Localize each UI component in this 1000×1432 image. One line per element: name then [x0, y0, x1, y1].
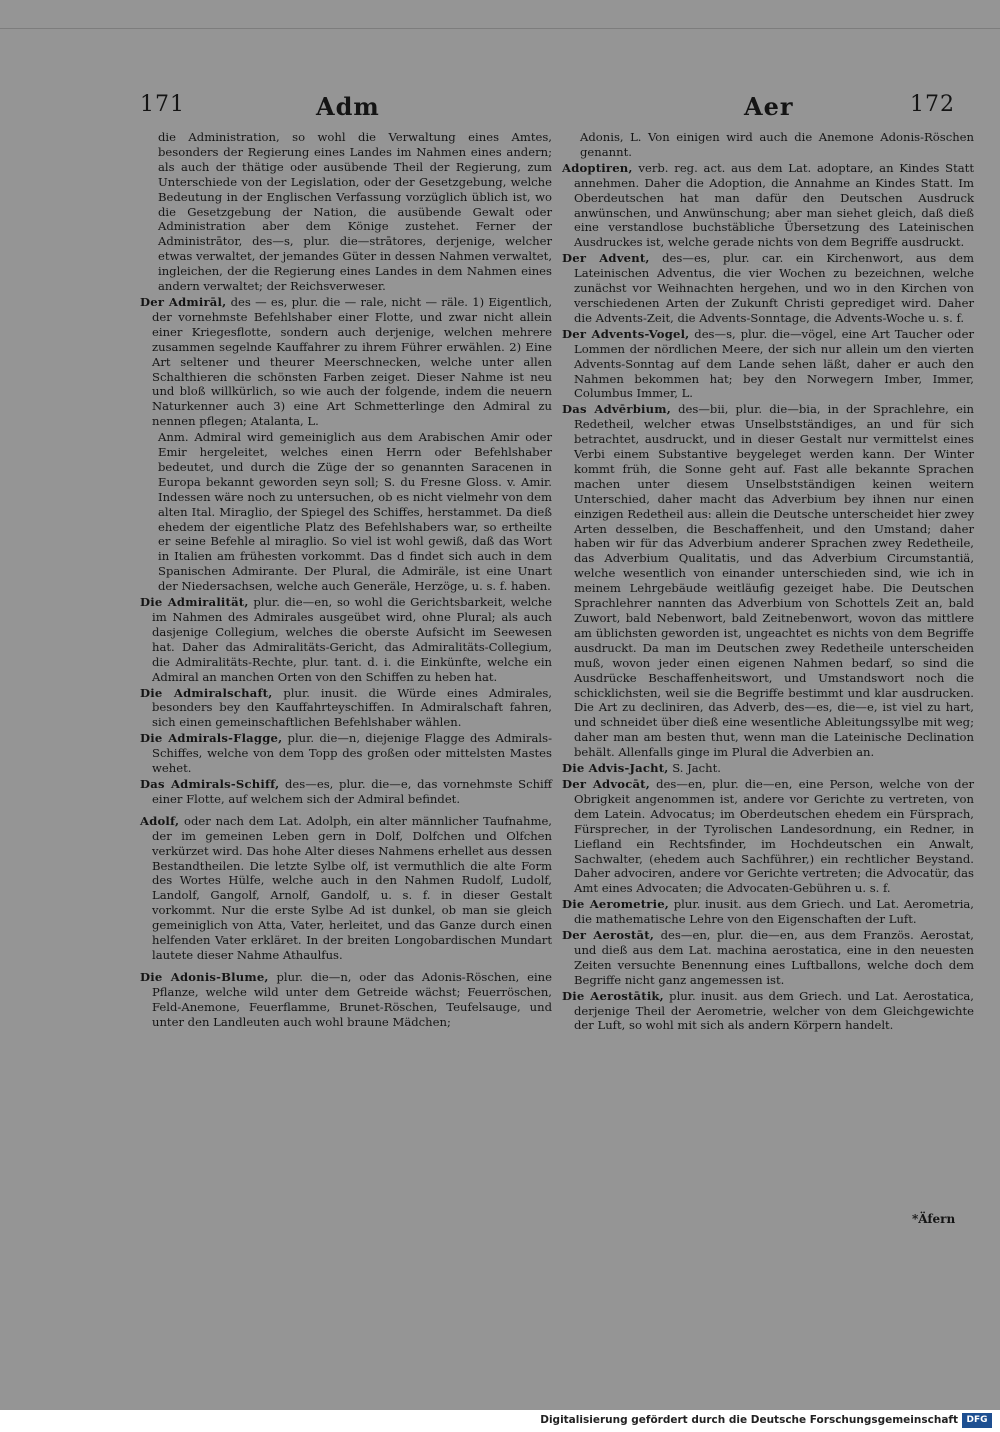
entry-headword: Die Adonis-Blume, — [140, 969, 269, 984]
dictionary-entry — [562, 130, 974, 160]
entry-headword: Der Advents-Vogel, — [562, 326, 690, 341]
dictionary-entry — [562, 897, 974, 927]
entry-text: des — es, plur. die — rale, nicht — räle. 1) Eigentlich, der vornehmste Befehlshaber einer Flotte, und zwar nicht allein einer Kriegesflotte, sondern auch derjenige, welchen mehrere zusammen segelnde Kauffahrer zu ihrem Führer erwählen. 2) Eine Art seltener und theurer Meerschnecken, welche unter allen Schalthieren die schönsten Farben zeiget. Dieser Nahme ist neu und bloß willkürlich, so wie auch der folgende, indem die neuern Naturkenner auch 3) eine Art Schmetterlinge den Admiral zu nennen pflegen; Atalanta, L. — [152, 294, 553, 429]
entry-text: plur. die—n, diejenige Flagge des Admirals-Schiffes, welche von dem Topp des großen oder mittelsten Mastes wehet. — [152, 731, 552, 776]
entry-headword: Das Advērbium, — [562, 402, 671, 417]
dictionary-note — [140, 430, 552, 594]
dfg-logo: DFG — [962, 1413, 992, 1428]
entry-headword: Der Admirāl, — [140, 294, 227, 309]
entry-text: plur. inusit. aus dem Griech. und Lat. Aerometria, die mathematische Lehre von den Eigenschaften der Luft. — [574, 897, 974, 927]
entry-text: S. Jacht. — [668, 761, 721, 776]
entry-text: plur. inusit. die Würde eines Admirales, besonders bey den Kauffahrteyschiffen. In Admiralschaft fahren, sich einen gemeinschaftlichen Befehlshaber wählen. — [152, 685, 552, 730]
dictionary-entry — [140, 295, 552, 429]
running-head-left: Adm — [316, 92, 380, 121]
dictionary-entry — [562, 989, 974, 1034]
dictionary-entry — [140, 686, 552, 731]
entry-headword: Adolf, — [140, 813, 180, 828]
dictionary-entry — [140, 595, 552, 684]
entry-text: des—bii, plur. die—bia, in der Sprachlehre, ein Redetheil, welcher etwas Unselbstständiges, an und für sich betrachtet, ausdruckt, und in dieser Gestalt nur vermittelst eines Verbi einem Substantive beygeleget werden kann. Der Winter kommt früh, die Sonne geht auf. Fast alle bekannte Sprachen machen unter diesem Unselbstständigen keinen weitern Unterschied, daher macht das Adverbium bey ihnen nur einen einzigen Redetheil aus: allein die Deutsche unterscheidet hier zwey Arten desselben, die Beschaffenheit, und den Umstand; daher haben wir für das Adverbium anderer Sprachen zwey Redetheile, das Adverbium Qualitatis, und das Adverbium Circumstantiä, welche wesentlich von einander unterschieden sind, wie ich in meinem Lehrgebäude weitläufig gezeiget habe. Die Deutschen Sprachlehrer nannten das Adverbium von Schottels Zeit an, bald Zuwort, bald Nebenwort, bald Zeitnebenwort, wovon das mittlere am üblichsten geworden ist, ungeachtet es nichts von dem Begriffe ausdruckt. Da man im Deutschen zwey Redetheile unterscheiden muß, wovon jeder einen eigenen Nahmen bedarf, so sind die Ausdrücke Beschaffenheitswort, und Umstandswort noch die schicklichsten, weil sie die Begriffe bestimmt und klar ausdrucken. Die Art zu decliniren, das Adverb, des—es, die—e, ist viel zu hart, und schneidet über dieß eine wesentliche Ableitungssylbe mit weg; daher man am besten thut, wenn man die Lateinische Declination behält. Allenfalls ginge im Plural die Adverbien an. — [574, 402, 975, 760]
entry-text: oder nach dem Lat. Adolph, ein alter männlicher Taufnahme, der im gemeinen Leben gern in Dolf, Dolfchen und Olfchen verkürzet wird. Das hohe Alter dieses Nahmens erhellet aus dessen Bestandtheilen. Die letzte Sylbe olf, ist vermuthlich die alte Form des Wortes Hülfe, welche auch in den Nahmen Rudolf, Ludolf, Landolf, Gangolf, Arnolf, Gandolf, u. s. f. in dieser Gestalt vorkommt. Nur die erste Sylbe Ad ist dunkel, ob man sie gleich gemeiniglich von Atta, Vater, herleitet, und das Ganze durch einen helfenden Vater erkläret. In der breiten Longobardischen Mundart lautete dieser Nahme Athaulfus. — [152, 813, 552, 962]
entry-text: plur. die—en, so wohl die Gerichtsbarkeit, welche im Nahmen des Admirales ausgeübet wird, ohne Plural; als auch dasjenige Collegium, welches die oberste Aufsicht im Seewesen hat. Daher das Admiralitäts-Gericht, das Admiralitäts-Collegium, die Admiralitäts-Rechte, plur. tant. d. i. die Einkünfte, welche ein Admiral an manchen Orten von den Schiffen zu heben hat. — [152, 595, 552, 684]
entry-text: plur. inusit. aus dem Griech. und Lat. Aerostatica, derjenige Theil der Aerometrie, welcher von dem Gleichgewichte der Luft, so wohl mit sich als andern Körpern handelt. — [574, 988, 974, 1033]
entry-headword: Der Aerostāt, — [562, 928, 655, 943]
page-number-left: 171 — [140, 92, 185, 117]
entry-headword: Die Aerometrie, — [562, 897, 670, 912]
dictionary-entry — [562, 327, 974, 402]
footer-bar — [0, 1410, 1000, 1432]
left-column — [140, 130, 552, 1030]
right-column — [562, 130, 974, 1034]
entry-text: verb. reg. act. aus dem Lat. adoptare, an Kindes Statt annehmen. Daher die Adoption, die Annahme an Kindes Statt. Im Oberdeutschen hat man dafür den Deutschen Ausdruck anwünschen, und Anwünschung; aber man siehet gleich, daß dieß eine verstandlose buchstäbliche Übersetzung des Lateinischen Ausdruckes ist, welche gerade nichts von dem Begriffe ausdruckt. — [574, 160, 974, 250]
entry-headword: Die Advis-Jacht, — [562, 761, 669, 776]
dictionary-entry — [140, 777, 552, 807]
dictionary-entry — [562, 402, 974, 760]
dictionary-entry — [140, 731, 552, 776]
entry-text: des—es, plur. die—e, das vornehmste Schiff einer Flotte, auf welchem sich der Admiral befindet. — [152, 776, 552, 806]
entry-text: plur. die—n, oder das Adonis-Röschen, eine Pflanze, welche wild unter dem Getreide wächst; Feuerröschen, Feld-Anemone, Feuerflamme, Brunet-Röschen, Teufelsauge, und unter den Landleuten auch wohl braune Mädchen; — [152, 969, 552, 1029]
dictionary-entry — [562, 761, 974, 776]
dictionary-entry — [562, 777, 974, 896]
entry-text: die Administration, so wohl die Verwaltung eines Amtes, besonders der Regierung eines Landes im Nahmen eines andern; als auch der thätige oder ausübende Theil der Regierung, zum Unterschiede von der Legislation, oder der Gesetzgebung, welche Bedeutung in der Englischen Verfassung vorzüglich üblich ist, wo die Gesetzgebung der Nation, die ausübende Gewalt oder Administration aber dem Könige zustehet. Ferner der Administrātor, des—s, plur. die—strātores, derjenige, welcher etwas verwaltet, der jemandes Güter in dessen Nahmen verwaltet, ingleichen, der die Regierung eines Landes in dem Nahmen eines andern verwaltet; der Reichsverweser. — [158, 130, 552, 294]
entry-text: des—en, plur. die—en, eine Person, welche von der Obrigkeit angenommen ist, andere vor Gerichte zu vertreten, von dem Latein. Advocatus; im Oberdeutschen ehedem ein Fürsprach, Fürsprecher, in der Tyrolischen Landesordnung, ein Redner, in Liefland ein Rechtsfinder, im Hochdeutschen ein Anwalt, Sachwalter, (ehedem auch Sachführer,) ein rechtlicher Beystand. Daher advociren, andere vor Gerichte vertreten; die Advocatür, das Amt eines Advocaten; die Advocaten-Gebühren u. s. f. — [574, 776, 974, 896]
dictionary-entry — [562, 251, 974, 326]
entry-text: des—s, plur. die—vögel, eine Art Taucher oder Lommen der nördlichen Meere, der sich nur allein um den vierten Advents-Sonntag auf dem Lande sehen läßt, daher er auch den Nahmen bekommen hat; bey den Norwegern Imber, Immer, Columbus Immer, L. — [574, 326, 974, 401]
entry-headword: Die Admiralität, — [140, 595, 249, 610]
scan-edge-line — [0, 28, 1000, 29]
entry-headword: Die Admirals-Flagge, — [140, 731, 283, 746]
dictionary-entry — [562, 161, 974, 250]
page-number-right: 172 — [910, 92, 955, 117]
dictionary-entry — [140, 130, 552, 294]
entry-headword: Die Admiralschaft, — [140, 685, 273, 700]
dictionary-entry — [140, 814, 552, 963]
entry-headword: Die Aerostātik, — [562, 988, 664, 1003]
entry-headword: Das Admirals-Schiff, — [140, 776, 280, 791]
entry-text: des—en, plur. die—en, aus dem Französ. Aerostat, und dieß aus dem Lat. machina aerostatica, eine in den neuesten Zeiten versuchte Benennung eines Luftballons, welche doch dem Begriffe nicht ganz angemessen ist. — [574, 928, 974, 987]
catchword: *Äfern — [912, 1212, 956, 1226]
dictionary-entry — [140, 970, 552, 1030]
entry-headword: Adoptiren, — [562, 160, 633, 175]
entry-text: Anm. Admiral wird gemeiniglich aus dem Arabischen Amir oder Emir hergeleitet, welches einen Herrn oder Befehlshaber bedeutet, und durch die Züge der so genannten Saracenen in Europa bekannt geworden seyn soll; S. du Fresne Gloss. v. Amir. Indessen wäre noch zu untersuchen, ob es nicht vielmehr von dem alten Ital. Miraglio, der Spiegel des Schiffes, herstammet. Da dieß ehedem der eigentliche Platz des Befehlshabers war, so ertheilte er seine Befehle al miraglio. So viel ist wohl gewiß, daß das Wort in Italien am frühesten vorkommt. Das d findet sich auch in dem Spanischen Admirante. Der Plural, die Admiräle, ist eine Unart der Niedersachsen, welche auch Generäle, Herzöge, u. s. f. haben. — [158, 430, 552, 594]
funding-credit: Digitalisierung gefördert durch die Deutsche Forschungsgemeinschaft — [540, 1414, 958, 1426]
running-head-right: Aer — [744, 92, 794, 121]
entry-text: des—es, plur. car. ein Kirchenwort, aus dem Lateinischen Adventus, die vier Wochen zu bezeichnen, welche zunächst vor Weihnachten hergehen, und wo in den Kirchen von verschiedenen Arten der Zukunft Christi geprediget wird. Daher die Advents-Zeit, die Advents-Sonntage, die Advents-Woche u. s. f. — [574, 251, 974, 325]
entry-headword: Der Advocāt, — [562, 776, 650, 791]
page-header — [140, 92, 960, 132]
dictionary-entry — [562, 928, 974, 988]
entry-headword: Der Advent, — [562, 251, 650, 266]
entry-text: Adonis, L. Von einigen wird auch die Anemone Adonis-Röschen genannt. — [580, 130, 974, 159]
